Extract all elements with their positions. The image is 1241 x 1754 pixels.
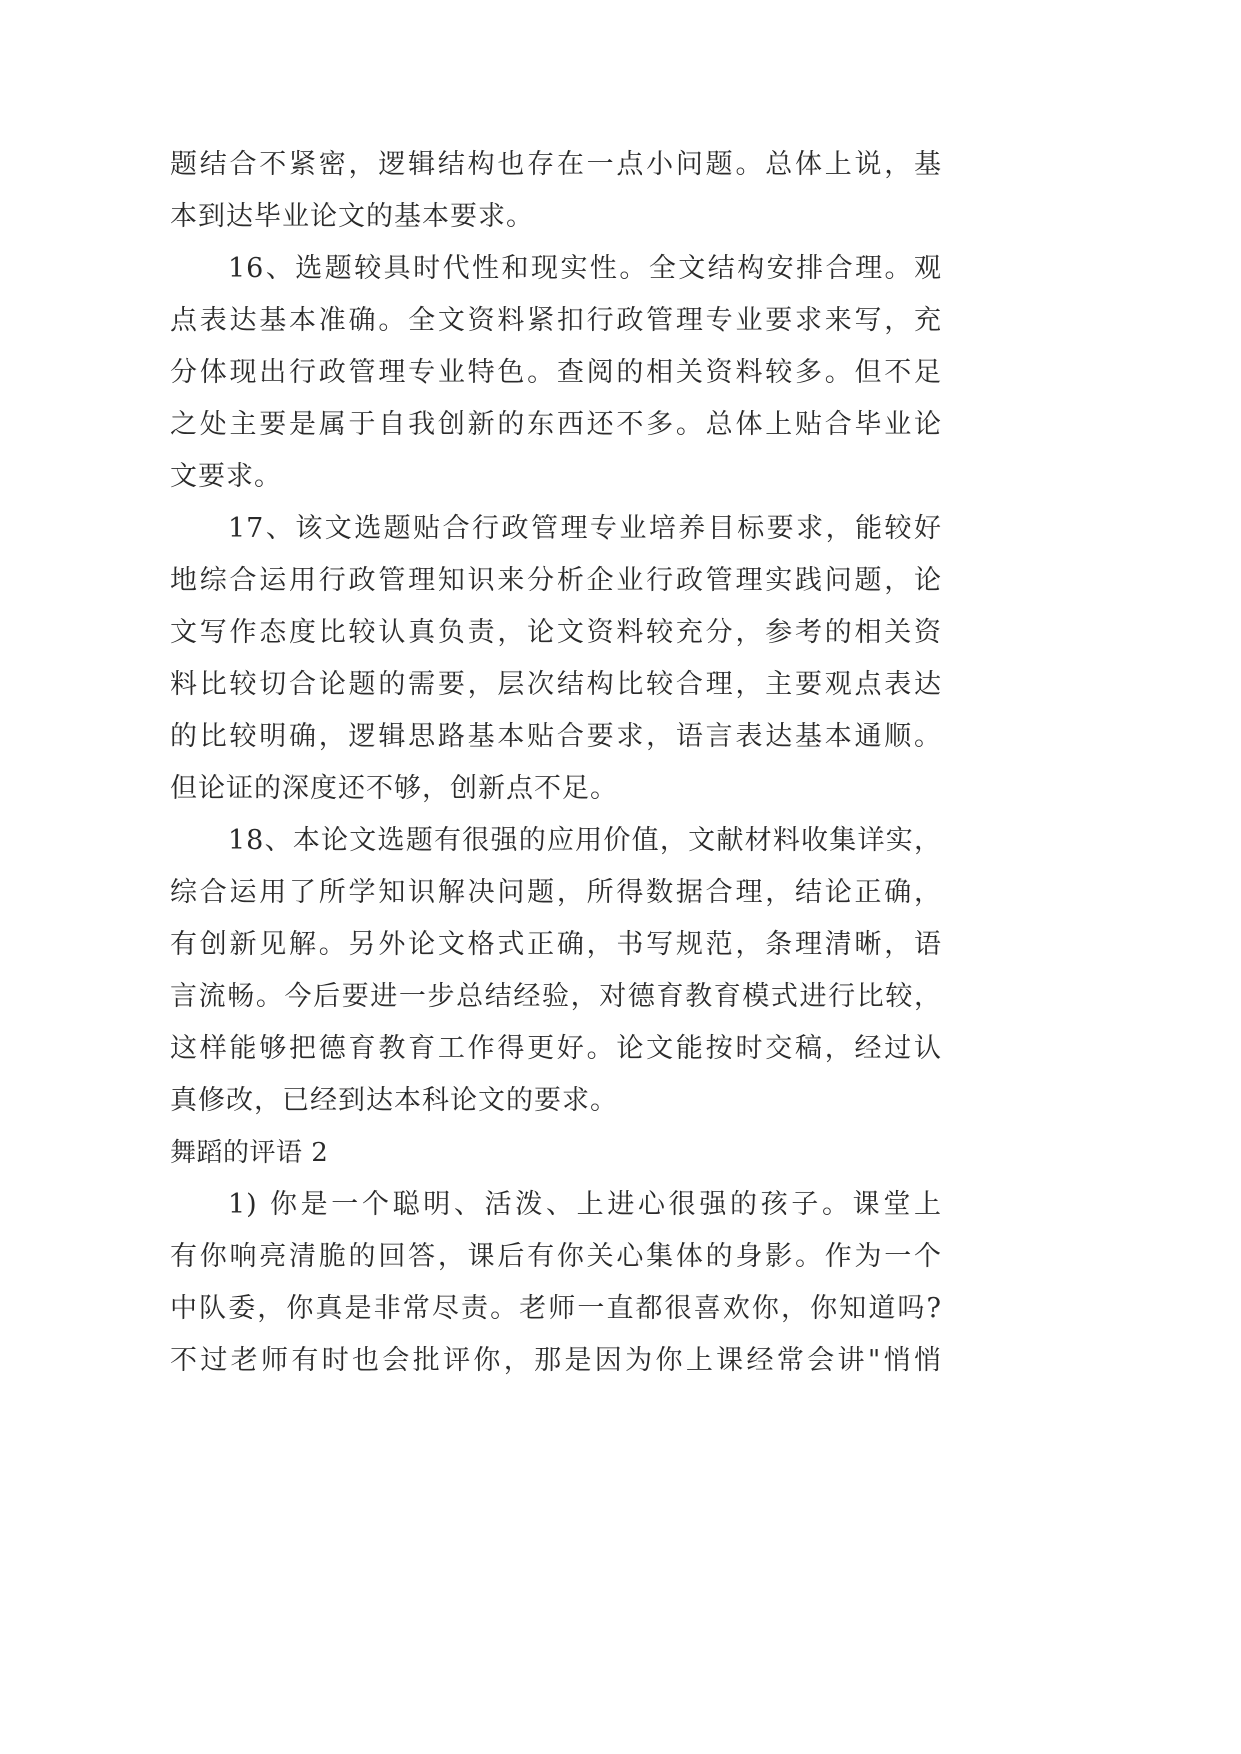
- paragraph-line: 17、该文选题贴合行政管理专业培养目标要求，能较好: [228, 513, 942, 544]
- paragraph-line: 分体现出行政管理专业特色。查阅的相关资料较多。但不足: [170, 357, 942, 388]
- paragraph-line: 不过老师有时也会批评你，那是因为你上课经常会讲"悄悄: [170, 1345, 942, 1376]
- paragraph-line: 有创新见解。另外论文格式正确，书写规范，条理清晰，语: [170, 929, 942, 960]
- paragraph-line: 的比较明确，逻辑思路基本贴合要求，语言表达基本通顺。: [170, 721, 942, 752]
- paragraph-line: 题结合不紧密，逻辑结构也存在一点小问题。总体上说，基: [170, 149, 942, 180]
- paragraph-line: 这样能够把德育教育工作得更好。论文能按时交稿，经过认: [170, 1033, 942, 1064]
- paragraph-line: 中队委，你真是非常尽责。老师一直都很喜欢你，你知道吗?: [170, 1293, 942, 1324]
- paragraph-line: 言流畅。今后要进一步总结经验，对德育教育模式进行比较，: [170, 981, 942, 1012]
- section-heading: 舞蹈的评语 2: [170, 1138, 329, 1168]
- paragraph-line: 综合运用了所学知识解决问题，所得数据合理，结论正确，: [170, 877, 942, 908]
- paragraph-line: 之处主要是属于自我创新的东西还不多。总体上贴合毕业论: [170, 409, 942, 440]
- paragraph-line: 1) 你是一个聪明、活泼、上进心很强的孩子。课堂上: [228, 1189, 942, 1220]
- paragraph-line: 文写作态度比较认真负责，论文资料较充分，参考的相关资: [170, 617, 942, 648]
- paragraph-line: 料比较切合论题的需要，层次结构比较合理，主要观点表达: [170, 669, 942, 700]
- paragraph-line: 有你响亮清脆的回答，课后有你关心集体的身影。作为一个: [170, 1241, 942, 1272]
- paragraph-line: 本到达毕业论文的基本要求。: [170, 201, 534, 232]
- paragraph-line: 真修改，已经到达本科论文的要求。: [170, 1085, 618, 1116]
- paragraph-line: 点表达基本准确。全文资料紧扣行政管理专业要求来写，充: [170, 305, 942, 336]
- paragraph-line: 18、本论文选题有很强的应用价值，文献材料收集详实，: [228, 825, 942, 856]
- paragraph-line: 地综合运用行政管理知识来分析企业行政管理实践问题，论: [170, 565, 942, 596]
- body-text: [170, 139, 942, 1387]
- paragraph-line: 文要求。: [170, 461, 282, 492]
- paragraph-line: 16、选题较具时代性和现实性。全文结构安排合理。观: [228, 253, 942, 284]
- paragraph-line: 但论证的深度还不够，创新点不足。: [170, 773, 618, 804]
